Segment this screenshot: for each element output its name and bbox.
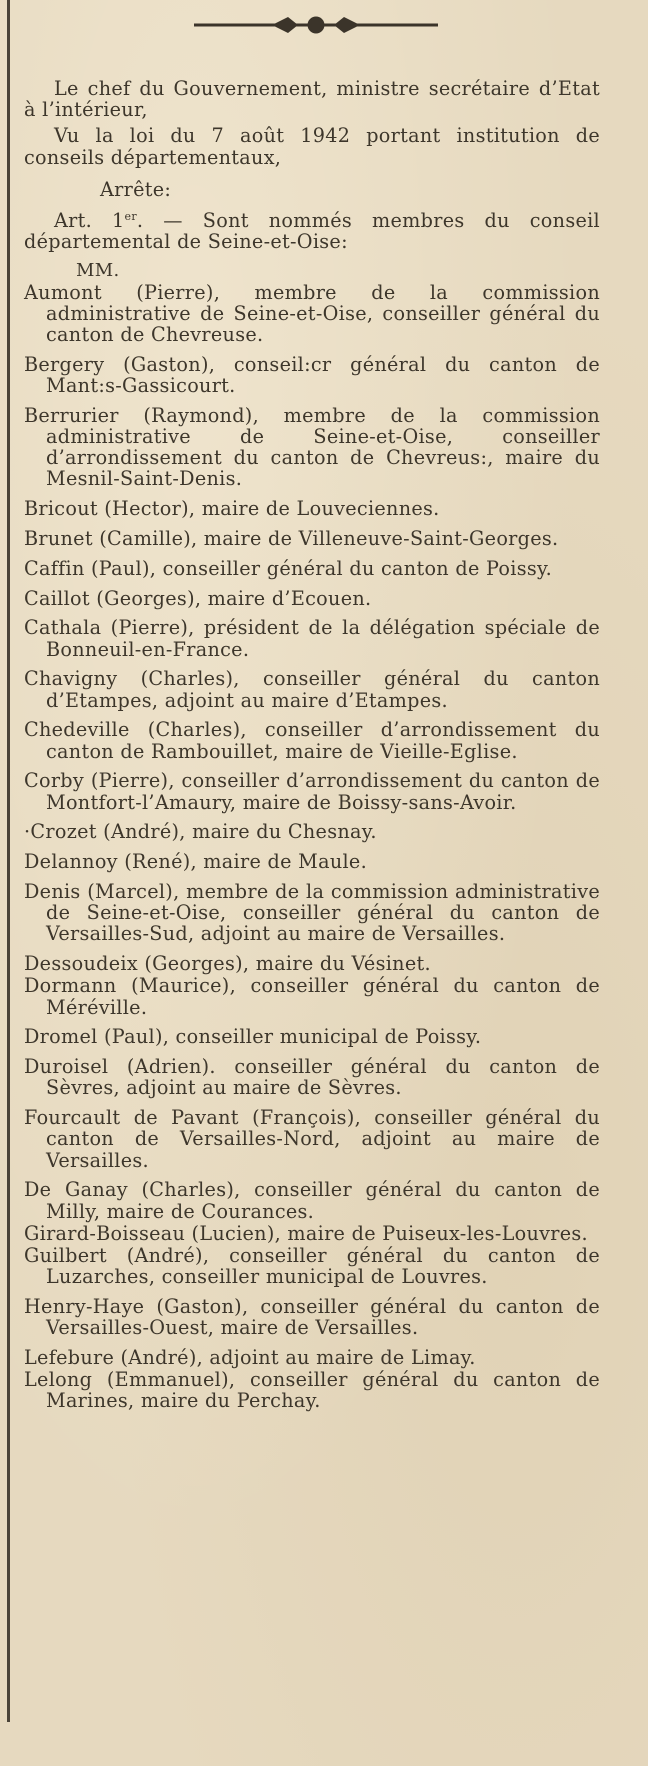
article-label: Art. 1 (54, 209, 125, 233)
list-item: Bergery (Gaston), conseil:cr général du canton de Mant:s-Gassicourt. (24, 352, 600, 398)
list-item: Lelong (Emmanuel), conseiller général du canton de Marines, maire du Perchay. (24, 1368, 600, 1413)
list-item: Guilbert (André), conseiller général du canton de Luzarches, conseiller municipal de Louvres. (24, 1244, 600, 1289)
list-item: Denis (Marcel), membre de la commission administrative de Seine-et-Oise, conseiller général du canton de Versailles-Sud, adjoint au maire de Versailles. (24, 880, 600, 946)
list-item: Bricout (Hector), maire de Louveciennes. (24, 497, 440, 521)
preamble-paragraph: Vu la loi du 7 août 1942 portant institution de conseils départementaux, (24, 124, 600, 169)
list-item: Henry-Haye (Gaston), conseiller général du canton de Versailles-Ouest, maire de Versailles. (24, 1295, 600, 1340)
list-item: Fourcault de Pavant (François), conseiller général du canton de Versailles-Nord, adjoint au maire de Versailles. (24, 1106, 600, 1172)
list-item: ·Crozet (André), maire du Chesnay. (24, 820, 377, 844)
list-item: Delannoy (René), maire de Maule. (24, 850, 367, 874)
honorific: MM. (76, 260, 120, 282)
list-item: Girard-Boisseau (Lucien), maire de Puiseux-les-Louvres. (24, 1221, 588, 1245)
list-item: Chedeville (Charles), conseiller d’arrondissement du canton de Rambouillet, maire de Vieille-Eglise. (24, 718, 600, 763)
list-item: Corby (Pierre), conseiller d’arrondissement du canton de Montfort-l’Amaury, maire de Boissy-sans-Avoir. (24, 769, 600, 814)
list-item: Caffin (Paul), conseiller général du canton de Poissy. (24, 556, 553, 580)
list-item: Cathala (Pierre), président de la délégation spéciale de Bonneuil-en-France. (24, 616, 600, 661)
article-1 (24, 210, 600, 252)
divider-ornament-icon (190, 14, 442, 36)
list-item: Chavigny (Charles), conseiller général du canton d’Etampes, adjoint au maire d’Etampes. (24, 667, 600, 712)
list-item: Caillot (Georges), maire d’Ecouen. (24, 586, 372, 610)
article-superscript: er (124, 210, 137, 224)
list-item: Dormann (Maurice), conseiller général du canton de Méréville. (24, 974, 600, 1019)
member-list (24, 282, 600, 1412)
list-item: De Ganay (Charles), conseiller général du canton de Milly, maire de Courances. (24, 1178, 600, 1223)
list-item: Brunet (Camille), maire de Villeneuve-Saint-Georges. (24, 527, 559, 551)
list-item: Dromel (Paul), conseiller municipal de Poissy. (24, 1025, 482, 1049)
list-item: Dessoudeix (Georges), maire du Vésinet. (24, 952, 431, 976)
preamble-paragraph: Le chef du Gouvernement, ministre secrétaire d’Etat à l’intérieur, (24, 77, 600, 122)
arrete-heading: Arrête: (100, 177, 172, 201)
list-item: Aumont (Pierre), membre de la commission administrative de Seine-et-Oise, conseiller général du canton de Chevreuse. (24, 280, 600, 347)
decree-text (24, 78, 600, 1420)
list-item: Duroisel (Adrien). conseiller général du canton de Sèvres, adjoint au maire de Sèvres. (24, 1055, 600, 1100)
article-text: . — Sont nommés membres du conseil départemental de Seine-et-Oise: (24, 209, 600, 254)
column-rule (7, 0, 10, 1722)
list-item: Lefebure (André), adjoint au maire de Limay. (24, 1346, 476, 1370)
list-item: Berrurier (Raymond), membre de la commission administrative de Seine-et-Oise, conseiller d’arrondissement du canton de Chevreus:, maire du Mesnil-Saint-Denis. (24, 403, 600, 491)
